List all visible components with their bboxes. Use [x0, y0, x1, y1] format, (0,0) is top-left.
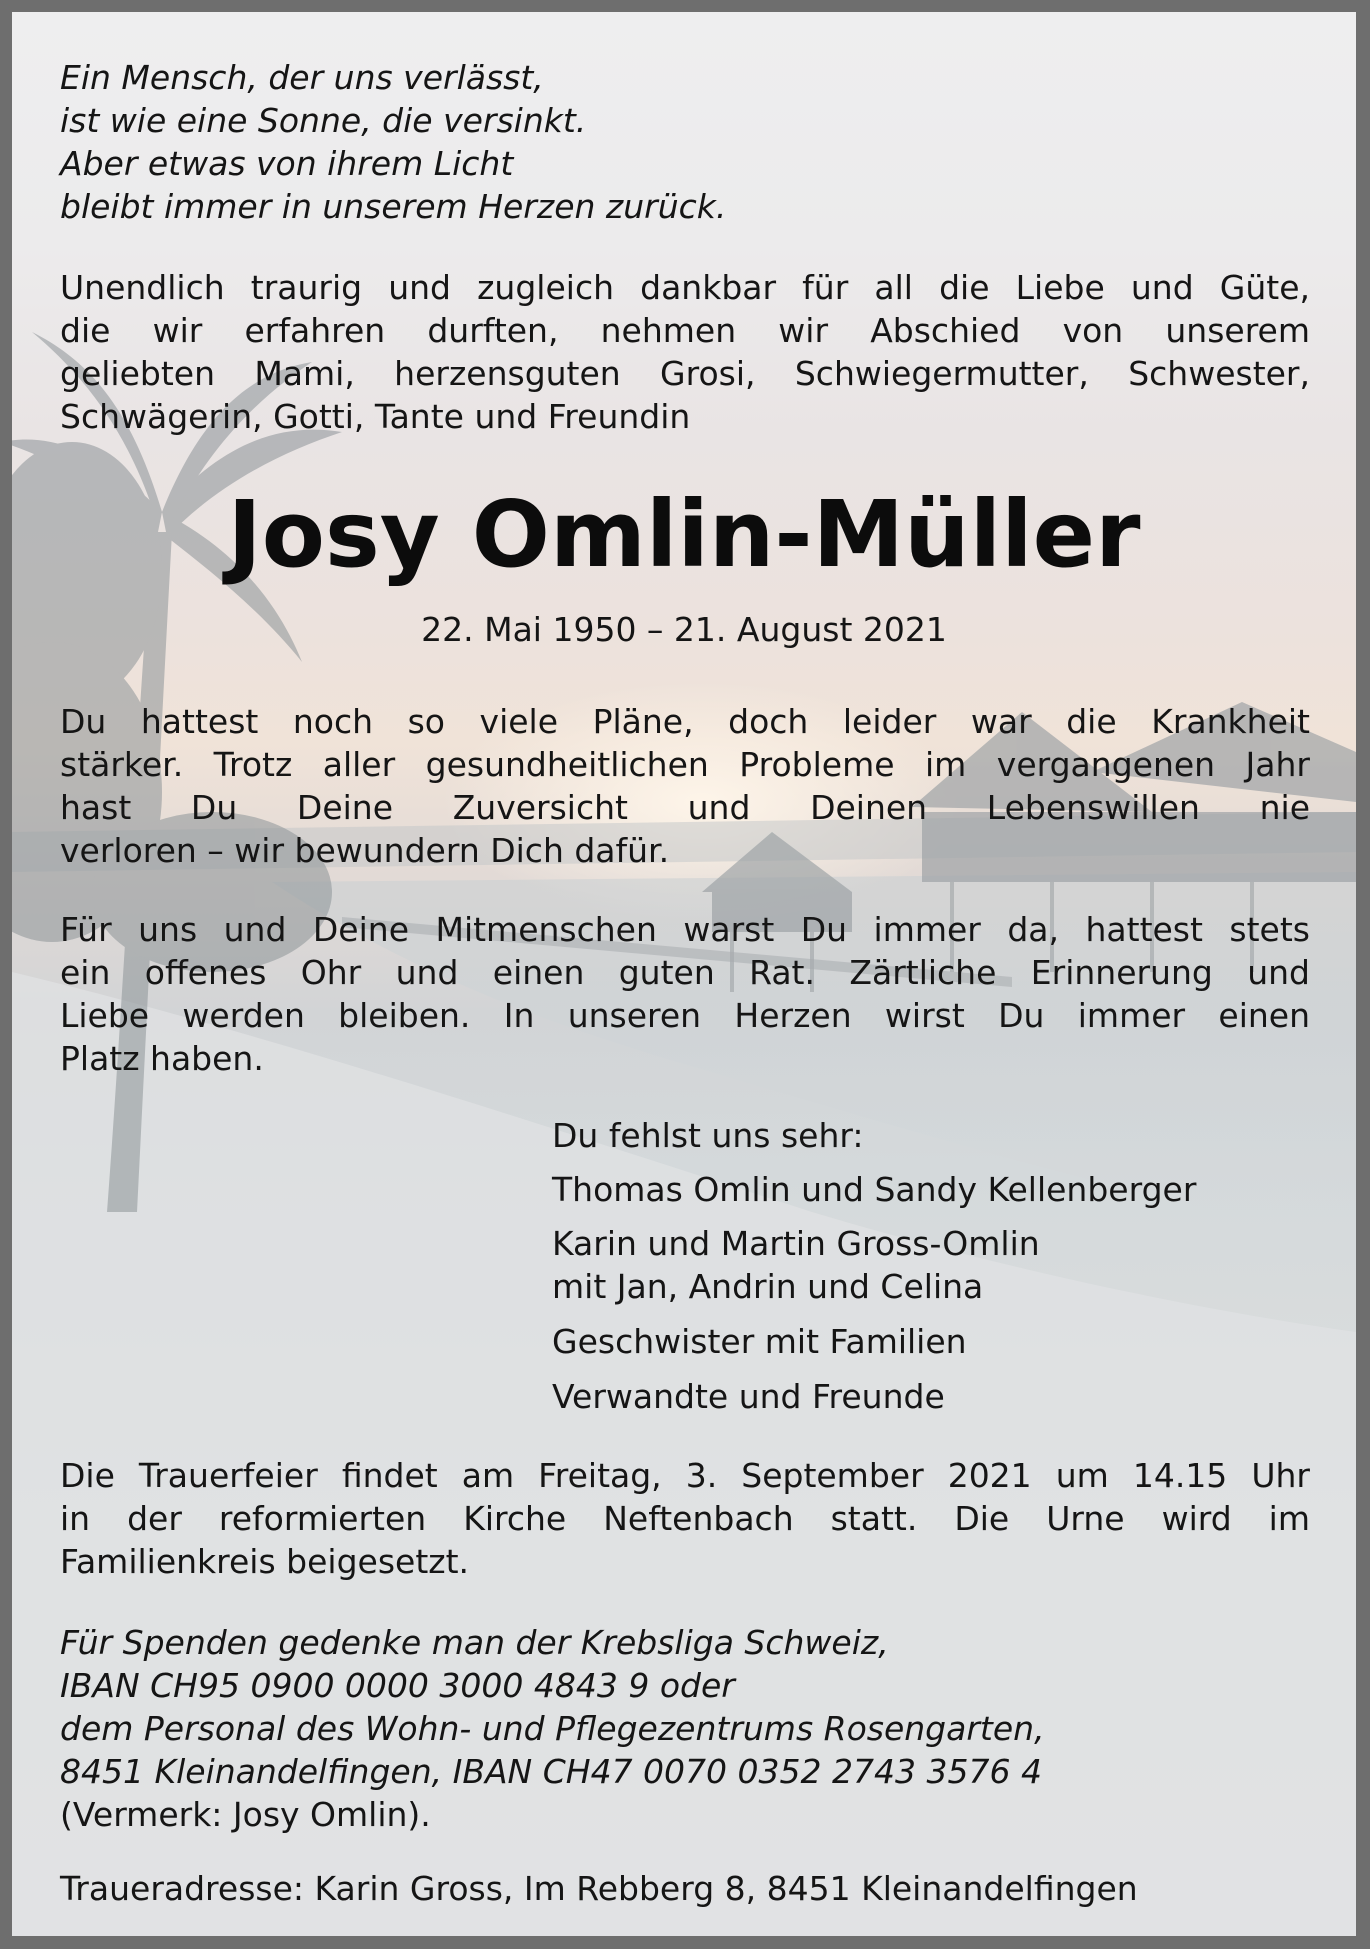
mourner-family: Karin und Martin Gross-Omlin: [552, 1224, 1040, 1263]
donation-line: dem Personal des Wohn- und Pflegezentrums Rosengarten,: [60, 1709, 1045, 1748]
funeral-line: Familienkreis beigesetzt.: [60, 1542, 470, 1581]
tribute-line: hast Du Deine Zuversicht und Deinen Lebenswillen nie: [60, 788, 1310, 827]
poem-line: Aber etwas von ihrem Licht: [60, 144, 514, 183]
tribute-line: Für uns und Deine Mitmenschen warst Du immer da, hattest stets: [60, 910, 1310, 949]
intro-line: die wir erfahren durften, nehmen wir Abschied von unserem: [60, 311, 1310, 350]
tribute-paragraph-2: [60, 908, 1310, 1080]
poem-line: bleibt immer in unserem Herzen zurück.: [60, 187, 727, 226]
mourner-family: Thomas Omlin und Sandy Kellenberger: [552, 1170, 1197, 1209]
intro-paragraph: [60, 266, 1310, 438]
funeral-line: in der reformierten Kirche Neftenbach statt. Die Urne wird im: [60, 1499, 1310, 1538]
poem-line: Ein Mensch, der uns verlässt,: [60, 58, 544, 97]
donation-note: (Vermerk: Josy Omlin).: [60, 1795, 431, 1834]
mourner-family-children: mit Jan, Andrin und Celina: [552, 1267, 984, 1306]
mourner-family: Verwandte und Freunde: [552, 1377, 945, 1416]
donation-info: [60, 1621, 1310, 1836]
tribute-line: stärker. Trotz aller gesundheitlichen Probleme im vergangenen Jahr: [60, 745, 1310, 784]
tribute-line: Du hattest noch so viele Pläne, doch leider war die Krankheit: [60, 702, 1310, 741]
funeral-line: Die Trauerfeier findet am Freitag, 3. September 2021 um 14.15 Uhr: [60, 1456, 1310, 1495]
life-dates: 22. Mai 1950 – 21. August 2021: [421, 610, 947, 649]
intro-line: geliebten Mami, herzensguten Grosi, Schwiegermutter, Schwester,: [60, 354, 1310, 393]
tribute-line: verloren – wir bewundern Dich dafür.: [60, 831, 670, 870]
donation-line: Für Spenden gedenke man der Krebsliga Schweiz,: [60, 1623, 889, 1662]
poem: [60, 56, 1310, 228]
tribute-paragraph-1: [60, 700, 1310, 872]
donation-line: 8451 Kleinandelfingen, IBAN CH47 0070 0352 2743 3576 4: [60, 1752, 1042, 1791]
tribute-line: ein offenes Ohr und einen guten Rat. Zärtliche Erinnerung und: [60, 953, 1310, 992]
mourners-heading: Du fehlst uns sehr:: [552, 1116, 864, 1155]
obituary-notice: [12, 12, 1356, 1936]
donation-line: IBAN CH95 0900 0000 3000 4843 9 oder: [60, 1666, 735, 1705]
intro-line: Schwägerin, Gotti, Tante und Freundin: [60, 397, 691, 436]
funeral-info: [60, 1454, 1310, 1583]
mourning-address: [60, 1867, 1310, 1910]
address-line: Traueradresse: Karin Gross, Im Rebberg 8, 8451 Kleinandelfingen: [60, 1869, 1138, 1908]
deceased-name: Josy Omlin-Müller: [227, 481, 1141, 588]
mourner-family: Geschwister mit Familien: [552, 1322, 967, 1361]
tribute-line: Platz haben.: [60, 1039, 264, 1078]
tribute-line: Liebe werden bleiben. In unseren Herzen wirst Du immer einen: [60, 996, 1310, 1035]
intro-line: Unendlich traurig und zugleich dankbar für all die Liebe und Güte,: [60, 268, 1310, 307]
poem-line: ist wie eine Sonne, die versinkt.: [60, 101, 587, 140]
